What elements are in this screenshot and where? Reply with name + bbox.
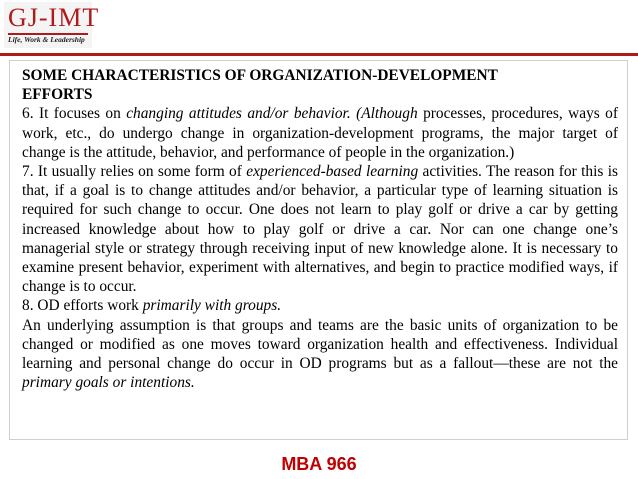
header-rule xyxy=(0,53,638,56)
point-6-intro: 6. It focuses on xyxy=(22,105,127,123)
point-8-emphasis: primarily with groups. xyxy=(142,297,282,315)
point-7 xyxy=(22,162,618,296)
point-8-body-emphasis: primary goals or intentions. xyxy=(22,374,195,392)
slide-content xyxy=(22,66,618,392)
point-8-body xyxy=(22,316,618,393)
point-6-text: processes, procedures, ways of work, etc., do undergo change in organization-development programs, the major target of change is the attitude, behavior, and performance of people in the organization.) xyxy=(22,105,618,161)
logo-tagline: Life, Work & Leadership xyxy=(8,35,85,44)
slide-heading xyxy=(22,66,618,104)
point-8-body-text: An underlying assumption is that groups and teams are the basic units of organization to be changed or modified as one moves toward organization health and effectiveness. Individual learning and personal change do occur in OD programs but as a fallout—these are not the xyxy=(22,316,618,373)
point-8-intro: 8. OD efforts work xyxy=(22,297,143,315)
gj-imt-logo xyxy=(4,2,100,48)
point-8 xyxy=(22,296,618,315)
point-7-intro: 7. It usually relies on some form of xyxy=(22,163,247,181)
point-7-emphasis: experienced-based learning xyxy=(246,163,419,181)
logo-name: GJ-IMT xyxy=(8,3,100,32)
footer-course-code: MBA 966 xyxy=(281,454,357,474)
point-6 xyxy=(22,104,618,162)
point-6-emphasis: changing attitudes and/or behavior. (Although xyxy=(126,105,418,123)
point-7-text: activities. The reason for this is that, if a goal is to change attitudes and/or behavior, a particular type of learning situation is required for such change to occur. One does not learn to play golf or drive a car by getting increased knowledge about how to play golf or drive a car. Nor can one change one’s managerial style or strategy through receiving input of new knowledge alone. It is necessary to examine present behavior, experiment with alternatives, and begin to practice modified ways, if change is to occur. xyxy=(22,163,618,296)
heading-line-2: EFFORTS xyxy=(22,86,93,104)
heading-line-1: SOME CHARACTERISTICS OF ORGANIZATION-DEVELOPMENT xyxy=(22,67,498,84)
